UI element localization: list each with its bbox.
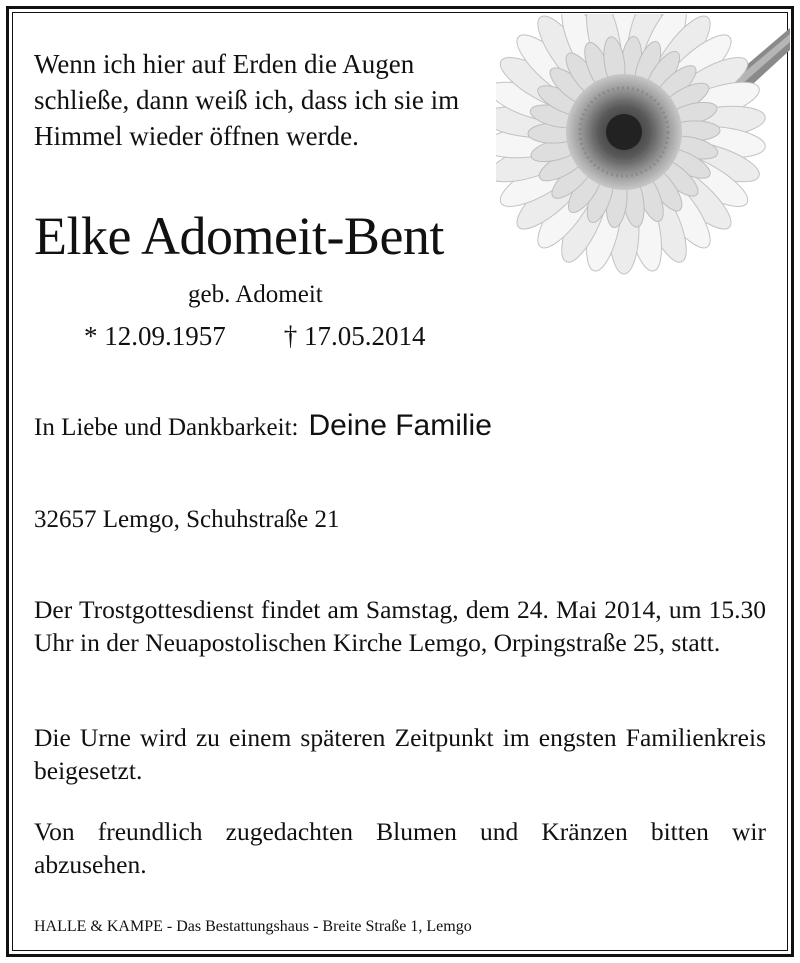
family-address: 32657 Lemgo, Schuhstraße 21 <box>34 506 340 533</box>
death-date: † 17.05.2014 <box>283 321 426 351</box>
funeral-home-footer: HALLE & KAMPE - Das Bestattungshaus - Breite Straße 1, Lemgo <box>34 918 472 935</box>
life-dates <box>84 321 426 353</box>
flowers-paragraph: Von freundlich zugedachten Blumen und Kränzen bitten wir abzusehen. <box>34 817 766 879</box>
gerbera-flower-icon <box>496 14 790 284</box>
thanks-label: In Liebe und Dankbarkeit: <box>34 414 299 441</box>
thanks-line <box>34 408 492 443</box>
service-paragraph: Der Trostgottesdienst findet am Samstag, dem 24. Mai 2014, um 15.30 Uhr in der Neuapostolischen Kirche Lemgo, Orpingstraße 25, statt. <box>34 595 766 657</box>
urn-paragraph: Die Urne wird zu einem späteren Zeitpunkt im engsten Familienkreis beigesetzt. <box>34 723 766 785</box>
birth-date: * 12.09.1957 <box>84 321 226 351</box>
motto-verse: Wenn ich hier auf Erden die Augen schließe, dann weiß ich, dass ich sie im Himmel wieder öffnen werde. <box>34 49 460 151</box>
deceased-name: Elke Adomeit-Bent <box>34 206 444 266</box>
family-signature: Deine Familie <box>308 409 492 442</box>
birth-name: geb. Adomeit <box>188 281 323 308</box>
